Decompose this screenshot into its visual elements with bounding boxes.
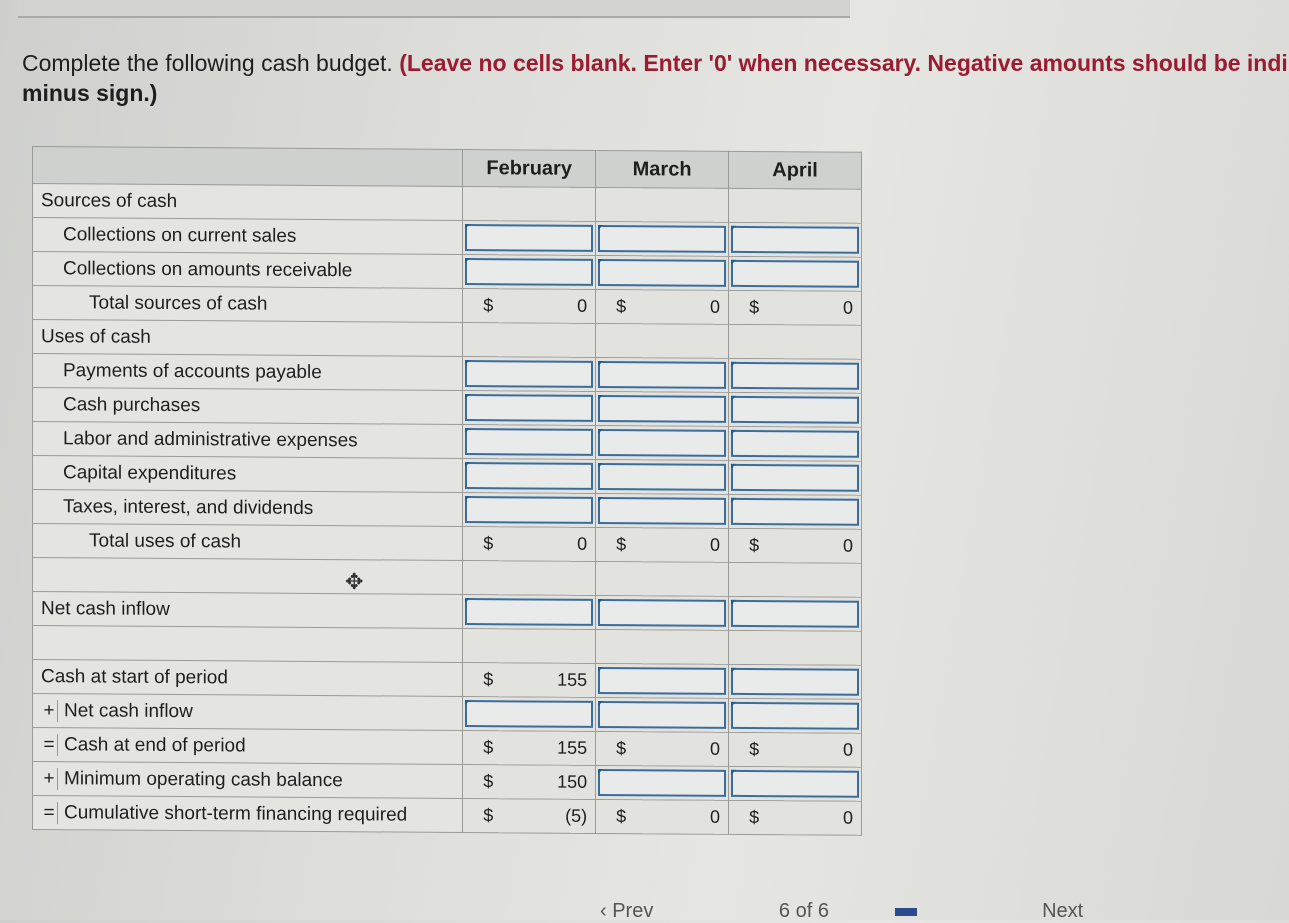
input-net-inflow2-feb[interactable] xyxy=(465,700,593,728)
plus-sign: + xyxy=(41,768,58,790)
header-blank xyxy=(33,147,463,187)
label-capex: Capital expenditures xyxy=(33,456,463,493)
total-uses-apr: 0 xyxy=(842,535,853,556)
input-min-balance-apr[interactable] xyxy=(731,770,859,798)
currency-symbol: $ xyxy=(616,738,627,759)
row-cash-purchases xyxy=(33,388,862,428)
input-capex-apr[interactable] xyxy=(731,464,859,492)
cash-start-feb: 155 xyxy=(557,669,588,690)
instructions-emphasis: (Leave no cells blank. Enter '0' when necessary. Negative amounts should be indi xyxy=(399,50,1288,76)
total-sources-feb: 0 xyxy=(577,295,588,316)
currency-symbol: $ xyxy=(483,737,494,758)
currency-symbol: $ xyxy=(483,805,494,826)
cumulative-feb: (5) xyxy=(565,805,588,826)
currency-symbol: $ xyxy=(749,807,760,828)
cash-end-feb: 155 xyxy=(557,737,588,758)
header-row xyxy=(33,147,862,190)
label-collections-current: Collections on current sales xyxy=(33,218,463,255)
row-capex xyxy=(33,456,862,496)
input-net-inflow2-apr[interactable] xyxy=(731,702,859,730)
input-collections-current-mar[interactable] xyxy=(598,225,726,253)
cumulative-apr: 0 xyxy=(842,807,853,828)
cash-end-apr: 0 xyxy=(842,739,853,760)
label-cash-end: Cash at end of period xyxy=(64,733,246,756)
row-cash-end xyxy=(33,728,862,768)
row-net-inflow-2 xyxy=(33,694,862,734)
label-cash-start: Cash at start of period xyxy=(33,660,463,697)
label-net-inflow: Net cash inflow xyxy=(33,592,463,629)
input-taxes-apr[interactable] xyxy=(731,498,859,526)
total-uses-mar: 0 xyxy=(710,534,721,555)
currency-symbol: $ xyxy=(616,806,627,827)
next-button[interactable]: Next xyxy=(1042,900,1084,922)
total-sources-mar: 0 xyxy=(710,296,721,317)
plus-sign: + xyxy=(41,700,58,722)
row-labor-admin xyxy=(33,422,862,462)
total-sources-apr: 0 xyxy=(842,297,853,318)
row-sources xyxy=(33,184,862,224)
label-payments-ap: Payments of accounts payable xyxy=(33,354,463,391)
currency-symbol: $ xyxy=(749,297,760,318)
row-collections-current xyxy=(33,218,862,258)
prev-label: Prev xyxy=(612,900,654,922)
currency-symbol: $ xyxy=(483,669,494,690)
row-net-inflow xyxy=(33,592,862,632)
currency-symbol: $ xyxy=(616,534,627,555)
input-payments-ap-feb[interactable] xyxy=(465,360,593,388)
label-total-uses: Total uses of cash xyxy=(33,524,463,561)
label-cash-purchases: Cash purchases xyxy=(33,388,463,425)
input-labor-admin-apr[interactable] xyxy=(731,430,859,458)
currency-symbol: $ xyxy=(749,535,760,556)
label-collections-receivable: Collections on amounts receivable xyxy=(33,252,463,289)
currency-symbol: $ xyxy=(749,739,760,760)
input-cash-purchases-mar[interactable] xyxy=(598,395,726,423)
prev-button[interactable]: ‹ Prev xyxy=(600,900,654,922)
row-taxes xyxy=(33,490,862,530)
label-min-balance: Minimum operating cash balance xyxy=(64,767,343,791)
input-cash-start-apr[interactable] xyxy=(731,668,859,696)
input-payments-ap-apr[interactable] xyxy=(731,362,859,390)
input-taxes-feb[interactable] xyxy=(465,496,593,524)
input-payments-ap-mar[interactable] xyxy=(598,361,726,389)
input-net-inflow-mar[interactable] xyxy=(598,599,726,627)
top-divider xyxy=(18,0,850,18)
input-collections-receivable-apr[interactable] xyxy=(731,260,859,288)
label-cumulative: Cumulative short-term financing required xyxy=(64,801,408,826)
currency-symbol: $ xyxy=(483,771,494,792)
cumulative-mar: 0 xyxy=(710,806,721,827)
cash-end-mar: 0 xyxy=(710,738,721,759)
input-cash-start-mar[interactable] xyxy=(598,667,726,695)
label-uses: Uses of cash xyxy=(33,320,463,357)
row-min-balance xyxy=(33,762,862,802)
instructions-line2: minus sign.) xyxy=(22,80,158,106)
label-total-sources: Total sources of cash xyxy=(33,286,463,323)
row-collections-receivable xyxy=(33,252,862,292)
label-sources: Sources of cash xyxy=(33,184,463,221)
header-february: February xyxy=(463,150,596,188)
equals-sign: = xyxy=(41,734,58,756)
currency-symbol: $ xyxy=(483,295,494,316)
input-collections-receivable-feb[interactable] xyxy=(465,258,593,286)
grid-icon[interactable] xyxy=(895,908,917,916)
row-cash-start xyxy=(33,660,862,700)
row-payments-ap xyxy=(33,354,862,394)
header-march: March xyxy=(596,150,729,188)
equals-sign: = xyxy=(41,802,58,824)
label-labor-admin: Labor and administrative expenses xyxy=(33,422,463,459)
total-uses-feb: 0 xyxy=(577,533,588,554)
instructions xyxy=(22,48,1289,108)
currency-symbol: $ xyxy=(483,533,494,554)
currency-symbol: $ xyxy=(616,296,627,317)
instructions-lead: Complete the following cash budget. xyxy=(22,50,393,76)
input-net-inflow-feb[interactable] xyxy=(465,598,593,626)
input-net-inflow-apr[interactable] xyxy=(731,600,859,628)
row-total-sources xyxy=(33,286,862,326)
input-capex-mar[interactable] xyxy=(598,463,726,491)
input-cash-purchases-apr[interactable] xyxy=(731,396,859,424)
row-spacer-1 xyxy=(33,558,862,598)
input-labor-admin-mar[interactable] xyxy=(598,429,726,457)
input-net-inflow2-mar[interactable] xyxy=(598,701,726,729)
input-collections-receivable-mar[interactable] xyxy=(598,259,726,287)
page-indicator: 6 of 6 xyxy=(778,900,829,922)
input-collections-current-apr[interactable] xyxy=(731,226,859,254)
header-april: April xyxy=(729,151,862,189)
label-taxes: Taxes, interest, and dividends xyxy=(33,490,463,527)
row-spacer-2 xyxy=(33,626,862,666)
input-capex-feb[interactable] xyxy=(465,462,593,490)
label-net-inflow-2: Net cash inflow xyxy=(64,699,193,722)
cash-budget-table xyxy=(32,146,862,836)
min-balance-feb: 150 xyxy=(557,771,588,792)
input-cash-purchases-feb[interactable] xyxy=(465,394,593,422)
row-total-uses xyxy=(33,524,862,564)
input-taxes-mar[interactable] xyxy=(598,497,726,525)
input-collections-current-feb[interactable] xyxy=(465,224,593,252)
move-cursor-icon: ✥ xyxy=(345,569,364,594)
row-cumulative xyxy=(33,796,862,836)
row-uses xyxy=(33,320,862,360)
input-min-balance-mar[interactable] xyxy=(598,769,726,797)
input-labor-admin-feb[interactable] xyxy=(465,428,593,456)
